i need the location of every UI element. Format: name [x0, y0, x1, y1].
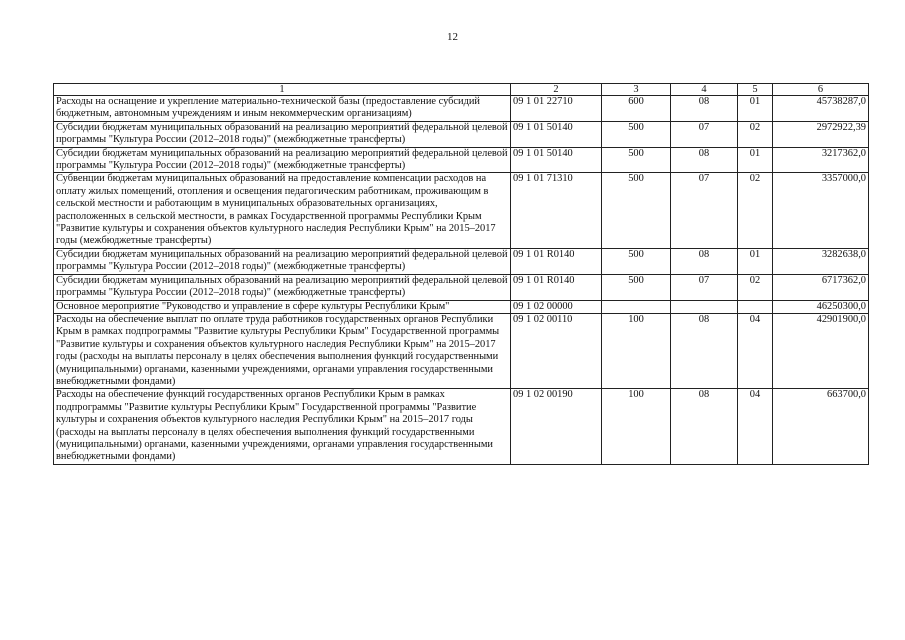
row-description: Субвенции бюджетам муниципальных образований на предоставление компенсации расходов на оплату жилых помещений, отопления и освещения педагогическим работникам, проживающим в сельской местности и работающим в муниципальных образовательных организациях, расположенных в сельской местности, в рамках Государственной программы Республики Крым "Развитие культуры и сохранения объектов культурного наследия Республики Крым" на 2015–2017 годы (межбюджетные трансферты) — [54, 173, 511, 248]
row-amount: 46250300,0 — [773, 300, 869, 313]
row-expense-type: 100 — [602, 313, 671, 388]
row-subsection: 04 — [738, 389, 773, 464]
row-expense-type: 500 — [602, 173, 671, 248]
row-amount: 3282638,0 — [773, 248, 869, 274]
row-section: 08 — [671, 313, 738, 388]
row-subsection: 04 — [738, 313, 773, 388]
row-description: Основное мероприятие "Руководство и управление в сфере культуры Республики Крым" — [54, 300, 511, 313]
header-col-1: 1 — [54, 84, 511, 96]
row-expense-type: 500 — [602, 147, 671, 173]
header-col-2: 2 — [511, 84, 602, 96]
row-subsection: 02 — [738, 274, 773, 300]
table-row — [54, 173, 869, 248]
table-row — [54, 147, 869, 173]
row-description: Субсидии бюджетам муниципальных образований на реализацию мероприятий федеральной целевой программы "Культура России (2012–2018 годы)" (межбюджетные трансферты) — [54, 274, 511, 300]
row-code: 09 1 01 50140 — [511, 121, 602, 147]
row-description: Субсидии бюджетам муниципальных образований на реализацию мероприятий федеральной целевой программы "Культура России (2012–2018 годы)" (межбюджетные трансферты) — [54, 121, 511, 147]
row-description: Расходы на оснащение и укрепление материально-технической базы (предоставление субсидий бюджетным, автономным учреждениям и иным некоммерческим организациям) — [54, 96, 511, 122]
row-section: 07 — [671, 274, 738, 300]
row-section: 08 — [671, 248, 738, 274]
header-col-4: 4 — [671, 84, 738, 96]
row-section: 08 — [671, 147, 738, 173]
row-code: 09 1 01 R0140 — [511, 248, 602, 274]
row-amount: 45738287,0 — [773, 96, 869, 122]
row-description: Субсидии бюджетам муниципальных образований на реализацию мероприятий федеральной целевой программы "Культура России (2012–2018 годы)" (межбюджетные трансферты) — [54, 147, 511, 173]
row-expense-type: 500 — [602, 248, 671, 274]
table-row — [54, 389, 869, 464]
header-col-5: 5 — [738, 84, 773, 96]
budget-table — [53, 83, 869, 465]
row-code: 09 1 01 22710 — [511, 96, 602, 122]
row-subsection: 01 — [738, 248, 773, 274]
row-subsection: 01 — [738, 96, 773, 122]
row-description: Субсидии бюджетам муниципальных образований на реализацию мероприятий федеральной целевой программы "Культура России (2012–2018 годы)" (межбюджетные трансферты) — [54, 248, 511, 274]
row-subsection — [738, 300, 773, 313]
row-amount: 663700,0 — [773, 389, 869, 464]
table-row — [54, 121, 869, 147]
row-subsection: 02 — [738, 121, 773, 147]
page-number: 12 — [447, 31, 458, 43]
row-amount: 3357000,0 — [773, 173, 869, 248]
header-col-6: 6 — [773, 84, 869, 96]
row-subsection: 01 — [738, 147, 773, 173]
row-amount: 2972922,39 — [773, 121, 869, 147]
row-amount: 3217362,0 — [773, 147, 869, 173]
row-section: 08 — [671, 96, 738, 122]
table-row — [54, 300, 869, 313]
header-col-3: 3 — [602, 84, 671, 96]
row-expense-type: 500 — [602, 121, 671, 147]
row-code: 09 1 02 00110 — [511, 313, 602, 388]
row-code: 09 1 01 50140 — [511, 147, 602, 173]
row-code: 09 1 02 00000 — [511, 300, 602, 313]
table-header-row — [54, 84, 869, 96]
row-section: 07 — [671, 173, 738, 248]
row-code: 09 1 01 71310 — [511, 173, 602, 248]
row-subsection: 02 — [738, 173, 773, 248]
row-code: 09 1 02 00190 — [511, 389, 602, 464]
table-row — [54, 313, 869, 388]
table-row — [54, 248, 869, 274]
row-amount: 6717362,0 — [773, 274, 869, 300]
row-section: 07 — [671, 121, 738, 147]
row-description: Расходы на обеспечение выплат по оплате труда работников государственных органов Республики Крым в рамках подпрограммы "Развитие культуры Республики Крым" Государственной программы "Развитие культуры и сохранения объектов культурного наследия Республики Крым" на 2015–2017 годы (расходы на выплаты персоналу в целях обеспечения выполнения функций государственными (муниципальными) органами, казенными учреждениями, органами управления государственными внебюджетными фондами) — [54, 313, 511, 388]
row-section — [671, 300, 738, 313]
row-expense-type — [602, 300, 671, 313]
table-row — [54, 96, 869, 122]
row-expense-type: 600 — [602, 96, 671, 122]
row-expense-type: 500 — [602, 274, 671, 300]
row-code: 09 1 01 R0140 — [511, 274, 602, 300]
row-amount: 42901900,0 — [773, 313, 869, 388]
row-expense-type: 100 — [602, 389, 671, 464]
table-row — [54, 274, 869, 300]
row-section: 08 — [671, 389, 738, 464]
row-description: Расходы на обеспечение функций государственных органов Республики Крым в рамках подпрограммы "Развитие культуры Республики Крым" Государственной программы "Развитие культуры и сохранения объектов культурного наследия Республики Крым" на 2015–2017 годы (расходы на выплаты персоналу в целях обеспечения выполнения функций государственными (муниципальными) органами, казенными учреждениями, органами управления государственными внебюджетными фондами) — [54, 389, 511, 464]
